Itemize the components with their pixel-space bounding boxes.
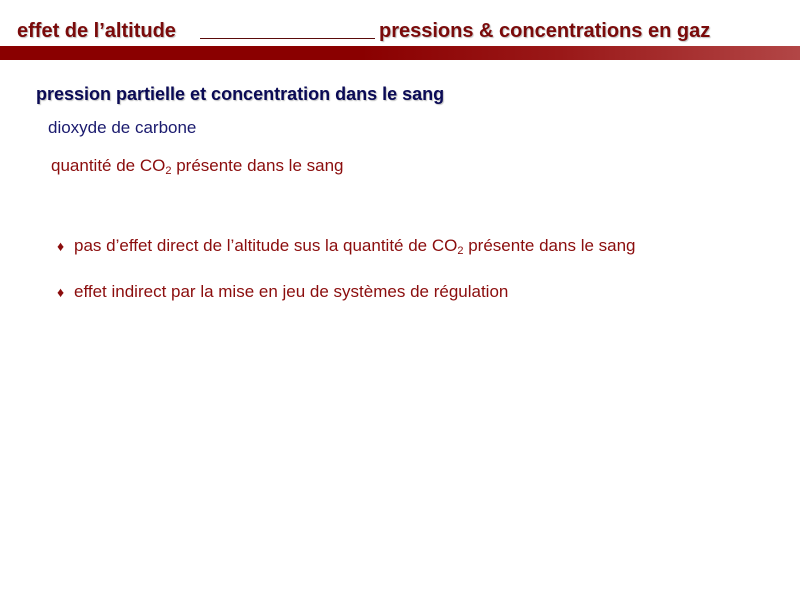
subtitle: dioxyde de carbone [48, 118, 197, 137]
bullet-text-suffix: présente dans le sang [463, 236, 636, 255]
header-title-right: pressions & concentrations en gaz [379, 20, 711, 42]
diamond-bullet-icon: ♦ [57, 238, 65, 254]
quantity-heading-suffix: présente dans le sang [171, 156, 344, 175]
bullet-item [57, 236, 636, 257]
bullet-text-subscript: 2 [457, 245, 464, 257]
quantity-heading-prefix: quantité de CO [51, 156, 166, 175]
header-divider-line [200, 38, 375, 39]
quantity-heading [51, 156, 344, 177]
header-title-left: effet de l’altitude [17, 20, 176, 42]
bullet-text: effet indirect par la mise en jeu de systèmes de régulation [74, 282, 509, 301]
diamond-bullet-icon: ♦ [57, 284, 65, 300]
bullet-text-prefix: pas d’effet direct de l’altitude sus la quantité de CO [74, 236, 458, 255]
quantity-heading-subscript: 2 [165, 165, 172, 177]
section-title: pression partielle et concentration dans le sang [36, 84, 445, 104]
header-bar [0, 46, 800, 60]
bullet-item [57, 282, 508, 302]
